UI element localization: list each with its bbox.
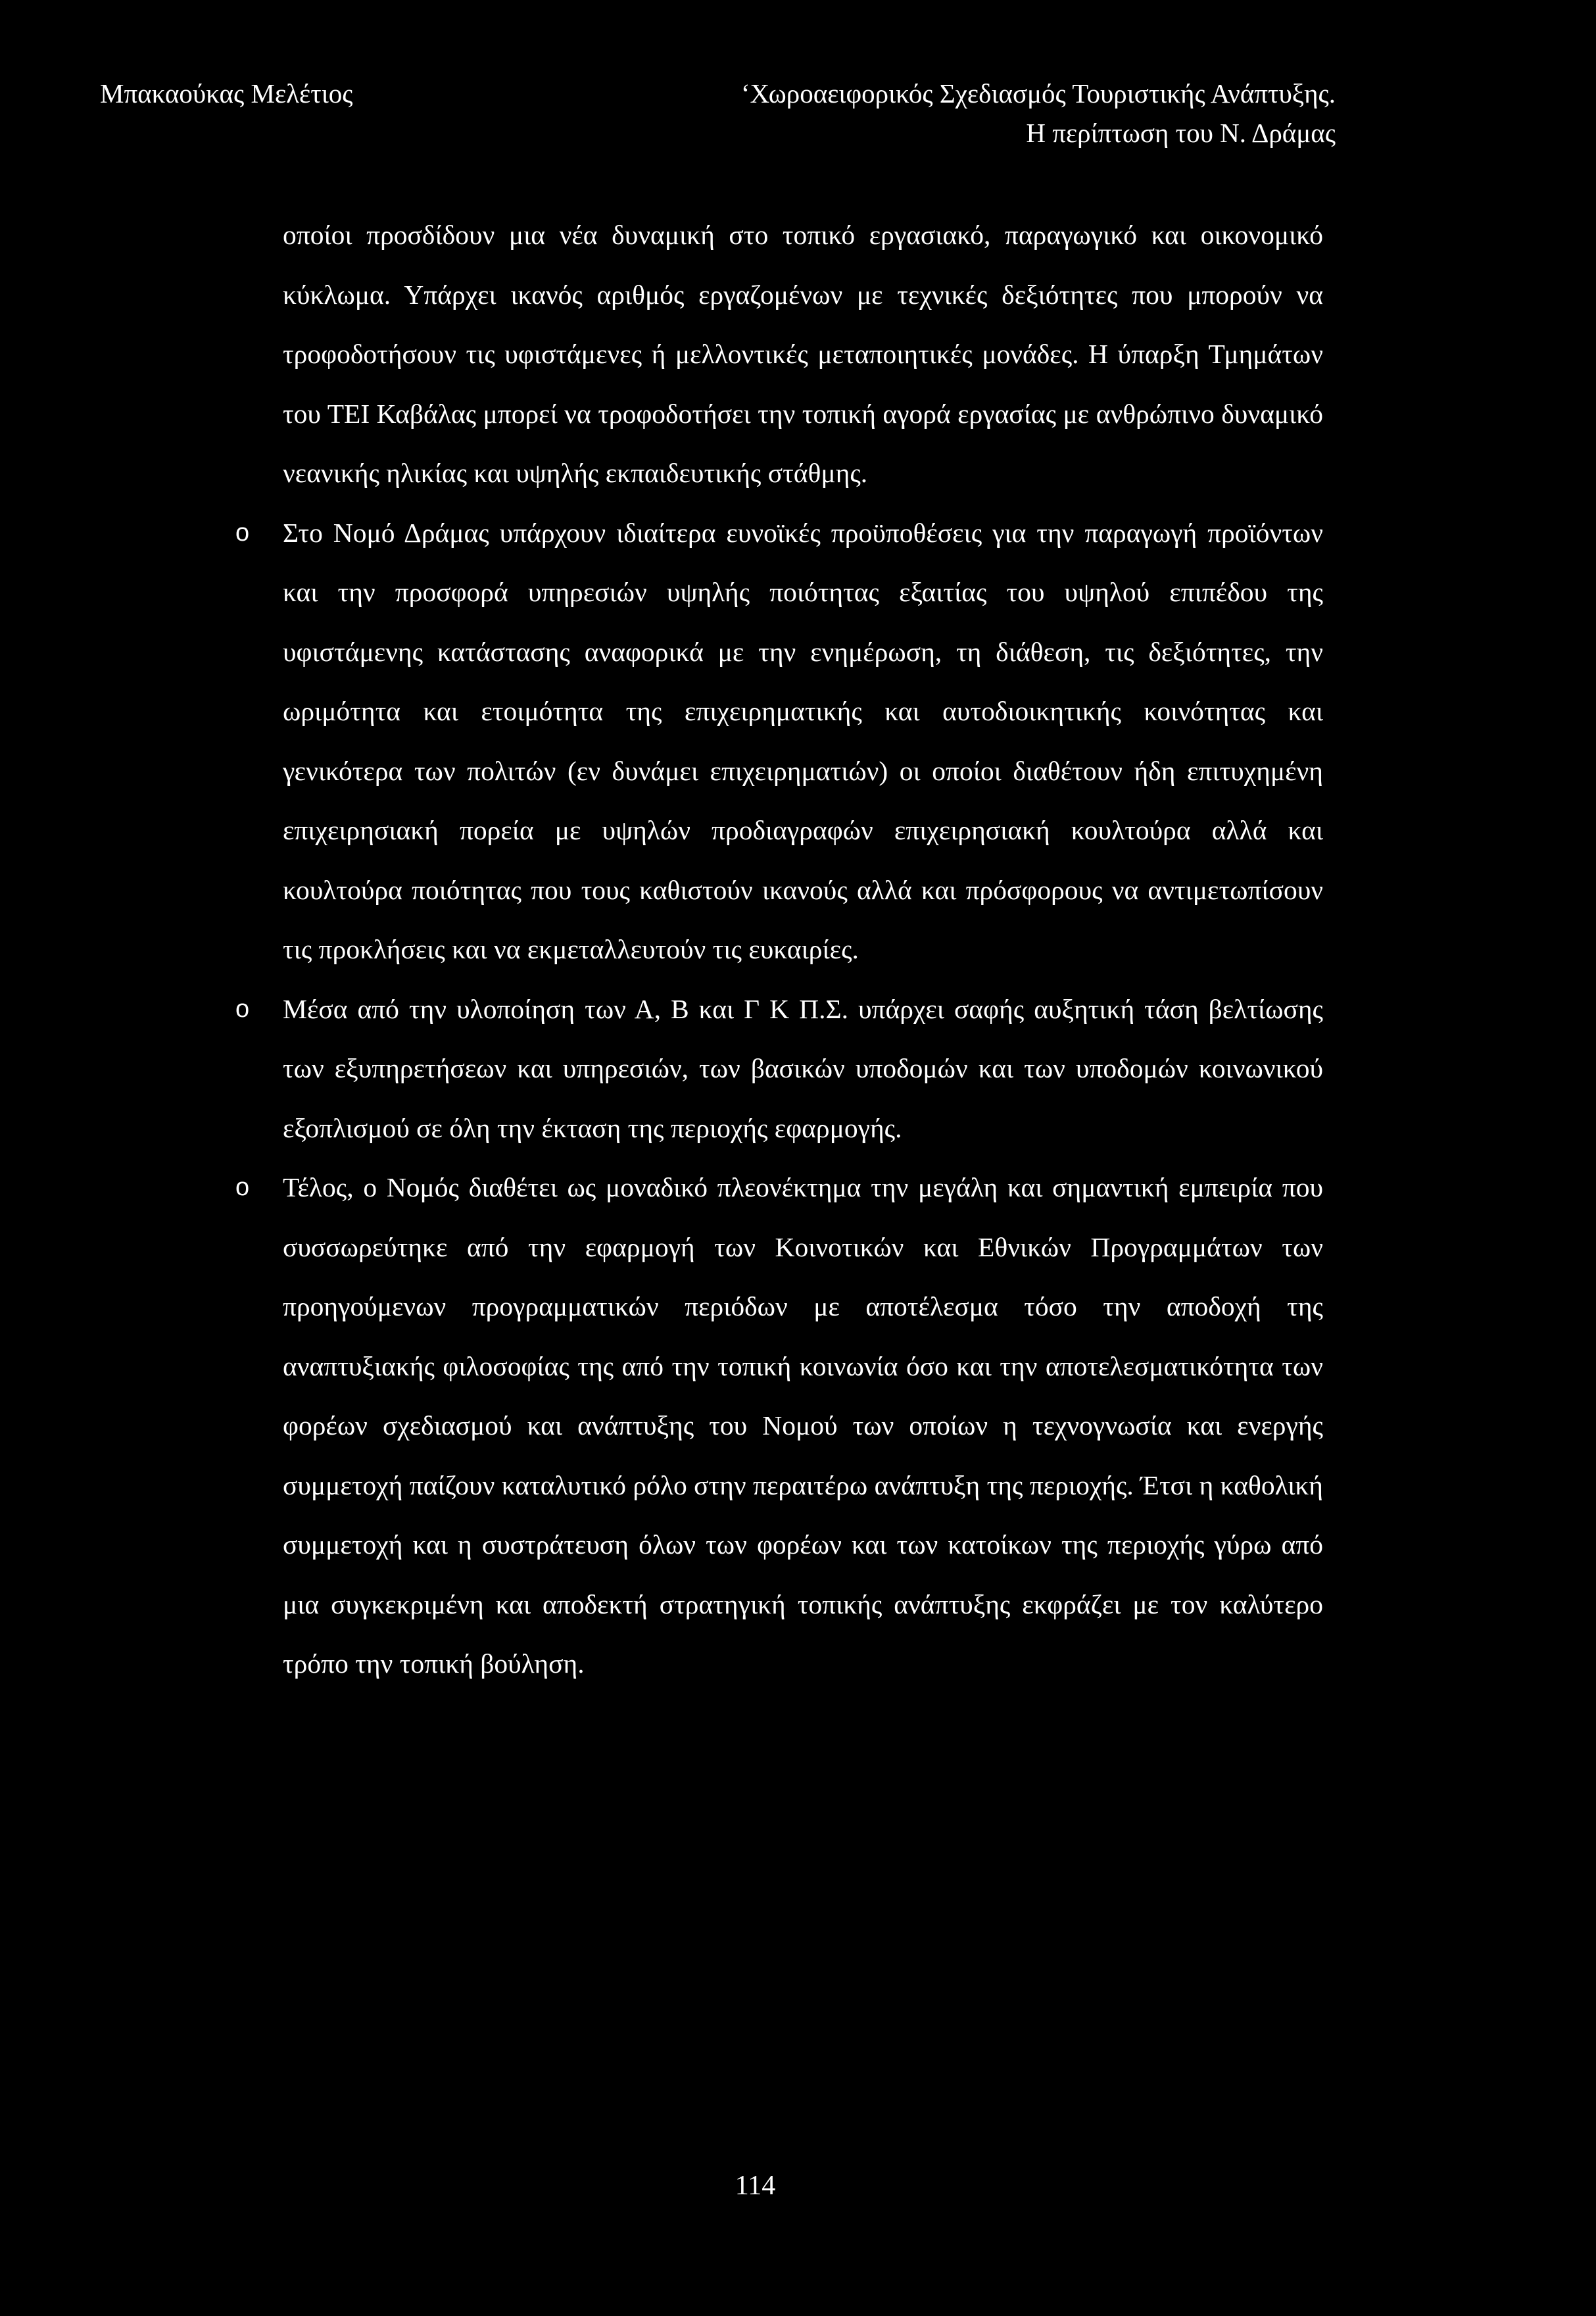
header-title-line-2: Η περίπτωση του Ν. Δράμας	[1026, 118, 1336, 148]
header-title	[741, 74, 1336, 153]
bullet-item	[235, 1158, 1323, 1694]
bullet-text: Στο Νομό Δράμας υπάρχουν ιδιαίτερα ευνοϊκές προϋποθέσεις για την παραγωγή προϊόντων και την προσφορά υπηρεσιών υψηλής ποιότητας εξαιτίας του υψηλού επιπέδου της υφιστάμενης κατάστασης αναφορικά με την ενημέρωση, τη διάθεση, τις δεξιότητες, την ωριμότητα και ετοιμότητα της επιχειρηματικής και αυτοδιοικητικής κοινότητας και γενικότερα των πολιτών (εν δυνάμει επιχειρηματιών) οι οποίοι διαθέτουν ήδη επιτυχημένη επιχειρησιακή πορεία με υψηλών προδιαγραφών επιχειρησιακή κουλτούρα αλλά και κουλτούρα ποιότητας που τους καθιστούν ικανούς αλλά και πρόσφορους να αντιμετωπίσουν τις προκλήσεις και να εκμεταλλευτούν τις ευκαιρίες.	[283, 517, 1323, 964]
header-title-line-1: ‘Χωροαειφορικός Σχεδιασμός Τουριστικής Ανάπτυξης.	[740, 78, 1336, 109]
bullet-marker: o	[235, 518, 250, 547]
bullet-item	[235, 979, 1323, 1158]
header-author: Μπακαούκας Μελέτιος	[100, 78, 353, 109]
page-number: 114	[735, 2171, 776, 2201]
bullet-text: Μέσα από την υλοποίηση των Α, Β και Γ Κ Π.Σ. υπάρχει σαφής αυξητική τάση βελτίωσης των εξυπηρετήσεων και υπηρεσιών, των βασικών υποδομών και των υποδομών κοινωνικού εξοπλισμού σε όλη την έκταση της περιοχής εφαρμογής.	[283, 993, 1323, 1143]
bullet-marker: o	[235, 1173, 250, 1201]
page-header	[0, 66, 1596, 158]
body-text	[235, 205, 1323, 1694]
bullet-item	[235, 503, 1323, 979]
bullet-marker: o	[235, 995, 250, 1023]
intro-paragraph: οποίοι προσδίδουν μια νέα δυναμική στο τοπικό εργασιακό, παραγωγικό και οικονομικό κύκλωμα. Υπάρχει ικανός αριθμός εργαζομένων με τεχνικές δεξιότητες που μπορούν να τροφοδοτήσουν τις υφιστάμενες ή μελλοντικές μεταποιητικές μονάδες. Η ύπαρξη Τμημάτων του ΤΕΙ Καβάλας μπορεί να τροφοδοτήσει την τοπική αγορά εργασίας με ανθρώπινο δυναμικό νεανικής ηλικίας και υψηλής εκπαιδευτικής στάθμης.	[283, 220, 1323, 488]
bullet-text: Τέλος, ο Νομός διαθέτει ως μοναδικό πλεονέκτημα την μεγάλη και σημαντική εμπειρία που συσσωρεύτηκε από την εφαρμογή των Κοινοτικών και Εθνικών Προγραμμάτων των προηγούμενων προγραμματικών περιόδων με αποτέλεσμα τόσο την αποδοχή της αναπτυξιακής φιλοσοφίας της από την τοπική κοινωνία όσο και την αποτελεσματικότητα των φορέων σχεδιασμού και ανάπτυξης του Νομού των οποίων η τεχνογνωσία και ενεργής συμμετοχή παίζουν καταλυτικό ρόλο στην περαιτέρω ανάπτυξη της περιοχής. Έτσι η καθολική συμμετοχή και η συστράτευση όλων των φορέων και των κατοίκων της περιοχής γύρω από μια συγκεκριμένη και αποδεκτή στρατηγική τοπικής ανάπτυξης εκφράζει με τον καλύτερο τρόπο την τοπική βούληση.	[283, 1172, 1323, 1679]
